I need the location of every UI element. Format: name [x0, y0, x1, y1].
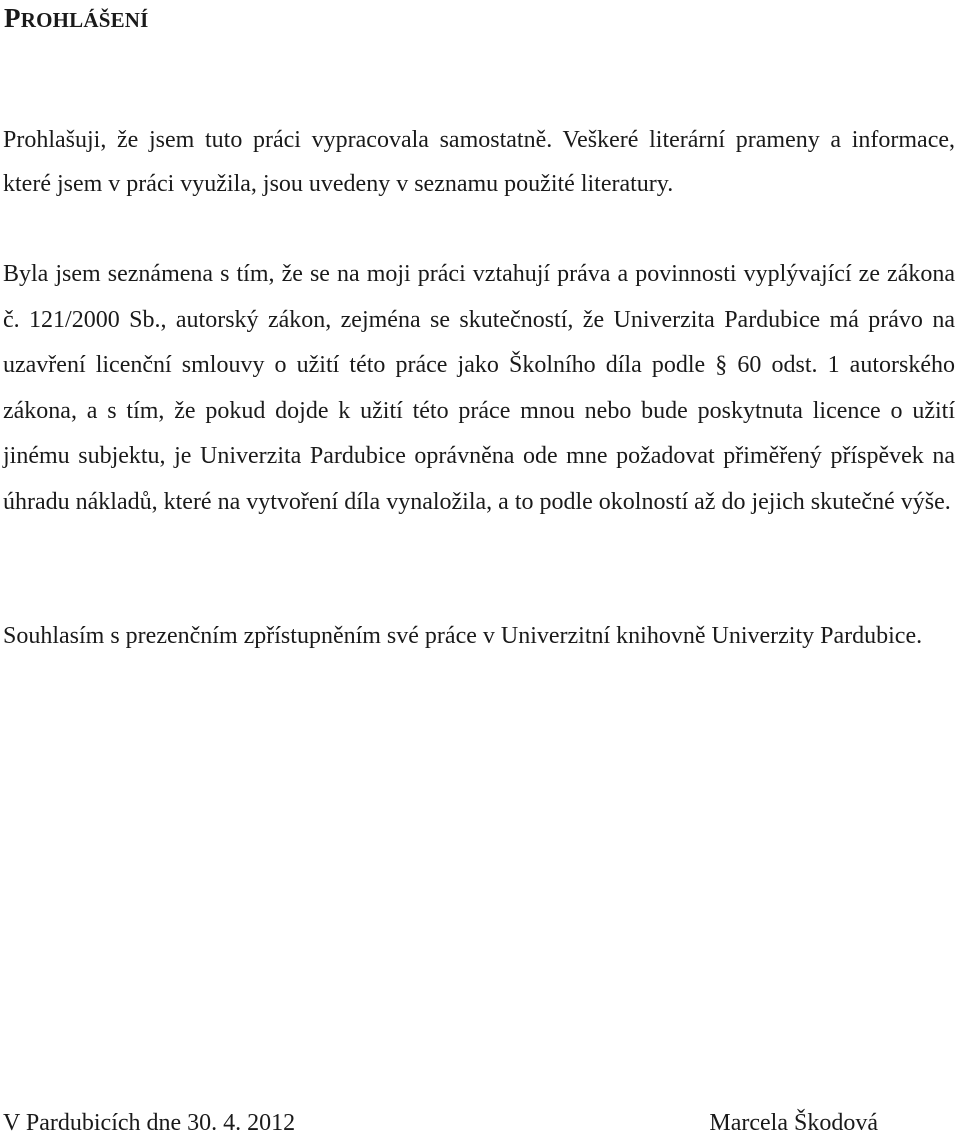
place-and-date: V Pardubicích dne 30. 4. 2012	[3, 1110, 296, 1136]
declaration-paragraph-copyright: Byla jsem seznámena s tím, že se na moji práci vztahují práva a povinnosti vyplývající ze zákona č. 121/2000 Sb., autorský zákon, zejména se skutečností, že Univerzita Pardubice má právo na uzavření licenční smlouvy o užití této práce jako Školního díla podle § 60 odst. 1 autorského zákona, a s tím, že pokud dojde k užití této práce mnou nebo bude poskytnuta licence o užití jinému subjektu, je Univerzita Pardubice oprávněna ode mne požadovat přiměřený příspěvek na úhradu nákladů, které na vytvoření díla vynaložila, a to podle okolností až do jejich skutečné výše.	[3, 261, 955, 515]
declaration-paragraph-library-consent: Souhlasím s prezenčním zpřístupněním své práce v Univerzitní knihovně Univerzity Pardubice.	[3, 623, 923, 649]
declaration-paragraph-authorship: Prohlašuji, že jsem tuto práci vypracovala samostatně. Veškeré literární prameny a informace, které jsem v práci využila, jsou uvedeny v seznamu použité literatury.	[3, 127, 955, 197]
heading-rest: ROHLÁŠENÍ	[20, 8, 149, 32]
declaration-heading	[4, 2, 149, 36]
heading-initial: P	[4, 3, 21, 33]
author-name: Marcela Škodová	[709, 1110, 878, 1136]
